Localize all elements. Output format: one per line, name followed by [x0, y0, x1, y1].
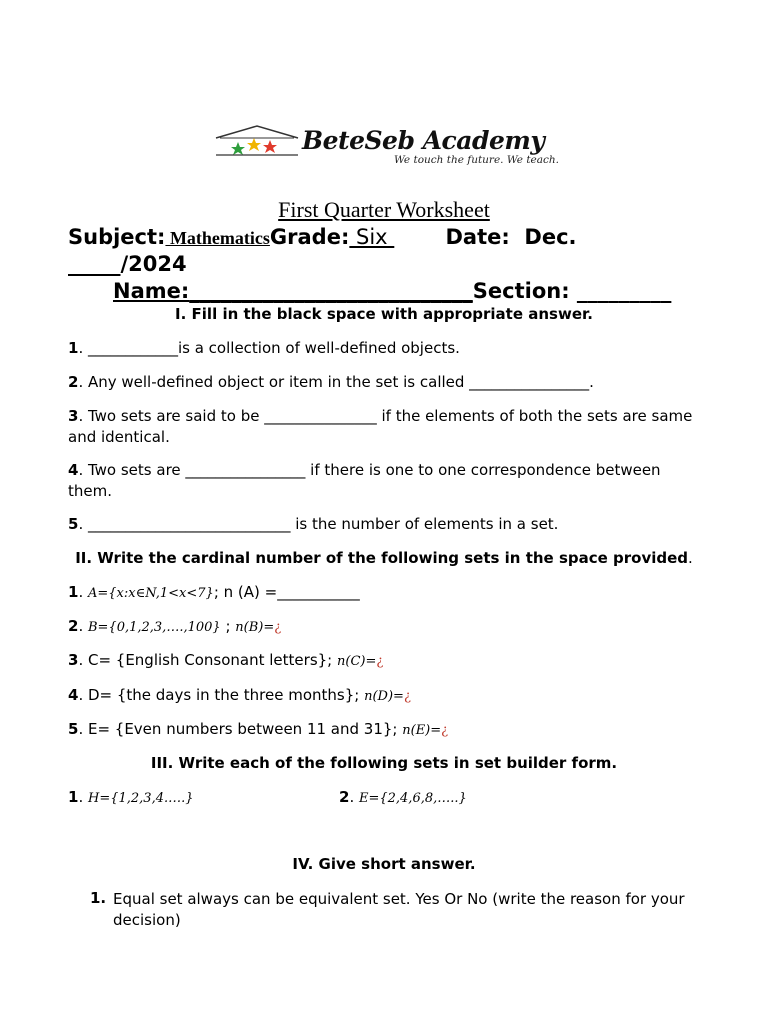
- academy-logo: [212, 122, 592, 172]
- grade-label: Grade:: [269, 225, 350, 249]
- subject-label: Subject:: [68, 225, 166, 249]
- name-label: Name:___________________________: [113, 279, 473, 303]
- question: 2. B={0,1,2,3,….,100} ; n(B)=¿: [68, 617, 282, 635]
- question: 1. ____________is a collection of well-defined objects.: [68, 339, 460, 357]
- star-icon: [247, 138, 261, 151]
- unknown-glyph: ¿: [403, 689, 411, 704]
- question: 5. ___________________________ is the number of elements in a set.: [68, 515, 559, 533]
- section-label: Section: _________: [472, 279, 672, 303]
- date-line: _____/2024: [68, 252, 187, 276]
- question: 2. Any well-defined object or item in the set is called ________________.: [68, 373, 594, 391]
- header-line-3: [113, 279, 671, 303]
- grade-value: Six: [349, 225, 395, 249]
- date-label: Date: Dec.: [445, 225, 577, 249]
- question: 1. H={1,2,3,4.….}: [68, 788, 194, 806]
- section-2-heading: II. Write the cardinal number of the following sets in the space provided.: [75, 549, 693, 567]
- worksheet-title: First Quarter Worksheet: [278, 197, 490, 222]
- subject-value: Mathematics: [165, 228, 270, 248]
- logo-tagline: We touch the future. We teach.: [394, 154, 560, 166]
- question: Equal set always can be equivalent set. Yes Or No (write the reason for your decision): [113, 890, 685, 929]
- question: 3. C= {English Consonant letters}; n(C)=¿: [68, 651, 384, 669]
- question: 4. Two sets are ________________ if there is one to one correspondence between them.: [68, 461, 661, 500]
- unknown-glyph: ¿: [274, 620, 282, 635]
- section-1-heading: I. Fill in the black space with appropriate answer.: [175, 305, 593, 323]
- star-icon: [263, 140, 277, 153]
- school-house-icon: [212, 124, 302, 160]
- star-icon: [231, 142, 245, 155]
- section-4-heading: IV. Give short answer.: [292, 855, 476, 873]
- unknown-glyph: ¿: [441, 723, 449, 738]
- section-3-heading: III. Write each of the following sets in set builder form.: [150, 754, 618, 772]
- list-number: 1.: [90, 889, 107, 907]
- header-line-1: [68, 225, 577, 249]
- question: 2. E={2,4,6,8,…..}: [339, 788, 467, 806]
- question: 3. Two sets are said to be _______________ if the elements of both the sets are same and identical.: [68, 407, 693, 446]
- question: 1. A={x:x∈N,1<x<7}; n (A) =___________: [68, 583, 360, 601]
- question: 5. E= {Even numbers between 11 and 31}; n(E)=¿: [68, 720, 449, 738]
- question: 4. D= {the days in the three months}; n(D)=¿: [68, 686, 411, 704]
- unknown-glyph: ¿: [376, 654, 384, 669]
- logo-wordmark: BeteSeb Academy: [302, 126, 545, 155]
